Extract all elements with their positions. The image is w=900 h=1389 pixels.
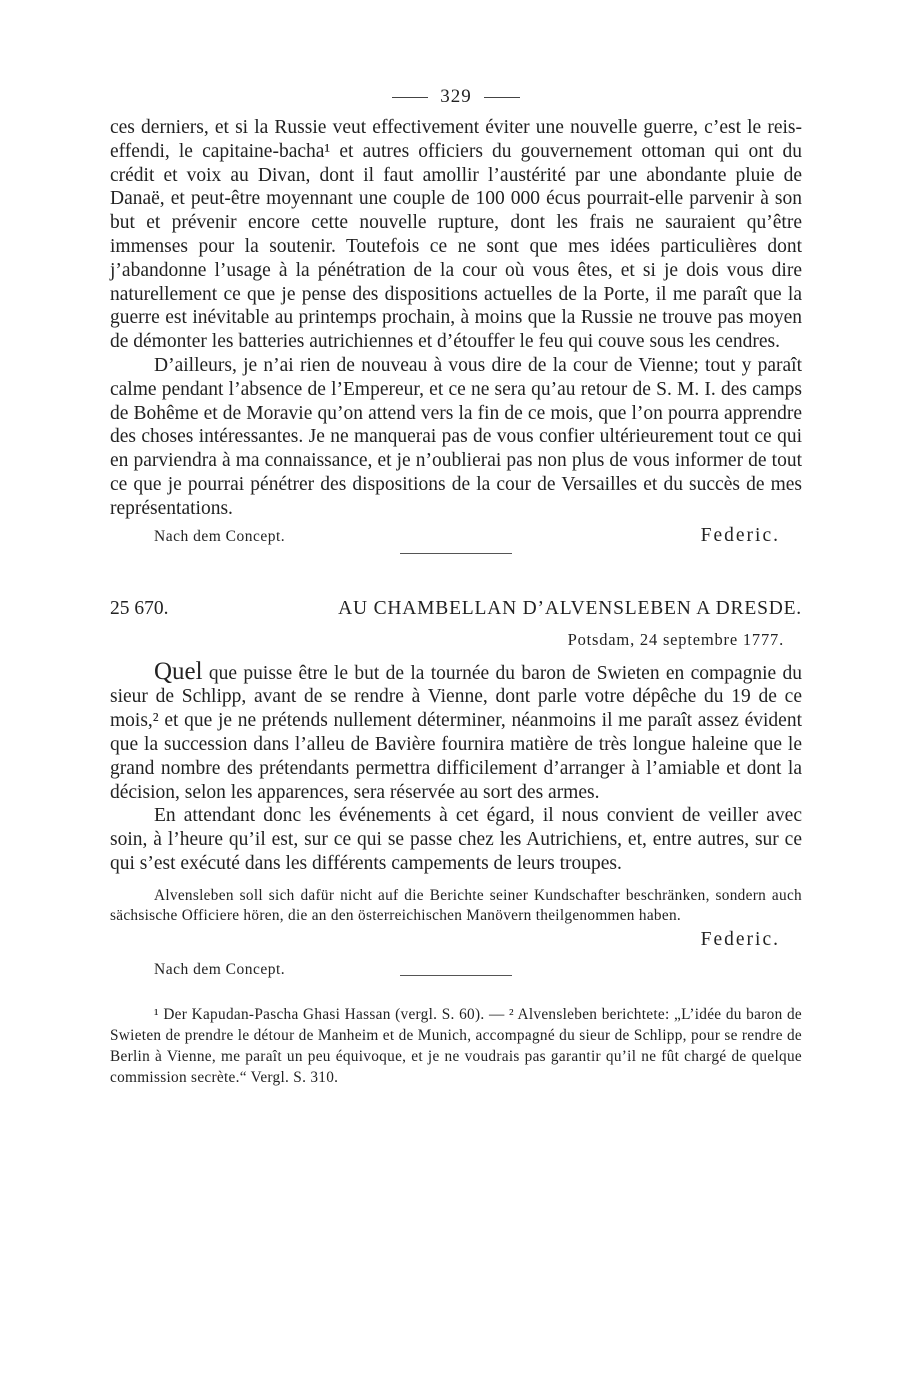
- header-dash-right: [484, 97, 520, 98]
- header-dash-left: [392, 97, 428, 98]
- separator-rule-2: [400, 975, 512, 976]
- page-number: 329: [440, 86, 472, 107]
- letter1-paragraph-2: D’ailleurs, je n’ai rien de nouveau à vous dire de la cour de Vienne; tout y paraît calme pendant l’absence de l’Empereur, et ce ne sera qu’au retour de S. M. I. des camps de Bohême et de Moravie qu’on attend vers la fin de ce mois, que l’on pourra apprendre des choses intéressantes. Je ne manquerai pas de vous confier ultérieurement tout ce qui en parviendra à ma connaissance, et je n’oublierai pas non plus de vous informer de tout ce que je pourrai pénétrer des dispositions de la cour de Versailles et du succès de mes représentations.: [110, 354, 802, 519]
- letter2-paragraph-1: [110, 657, 802, 805]
- footnotes: ¹ Der Kapudan-Pascha Ghasi Hassan (vergl. S. 60). — ² Alvensleben berichtete: „L’idée du baron de Swieten de prendre le détour de Manheim et de Munich, accompagné du sieur de Schlipp, pour se rendre de Berlin à Vienne, me paraît un peu équivoque, et je ne voudrais pas garantir qu’il ne fût chargé de quelque commission secrète.“ Vergl. S. 310.: [110, 1005, 802, 1086]
- letter2-first-word: Quel: [154, 657, 203, 685]
- letter1-closing: [110, 525, 802, 547]
- letter2-german-note: Alvensleben soll sich dafür nicht auf die Berichte seiner Kundschafter beschränken, sondern auch sächsische Officiere hören, die an den österreichischen Manövern theilgenommen haben.: [110, 886, 802, 925]
- letter2-signature: Federic.: [700, 928, 780, 950]
- page: [110, 86, 802, 1103]
- letter2-paragraph-2: En attendant donc les événements à cet égard, il nous convient de veiller avec soin, à l’heure qu’il est, sur ce qui se passe chez les Autrichiens, et, entre autres, sur ce qui s’est exécuté dans les différents campements de leurs troupes.: [110, 805, 802, 874]
- letter2-heading: [110, 598, 802, 620]
- letter2-paragraph-1-text: que puisse être le but de la tournée du baron de Swieten en compagnie du sieur de Schlipp, avant de se rendre à Vienne, dont parle votre dépêche du 19 de ce mois,² et que je ne prétends nullement déterminer, néanmoins il me paraît assez évident que la succession dans l’alleu de Bavière fournira matière de très longue haleine que le grand nombre des prétendants permettra difficilement d’arranger à l’amiable et dont la décision, selon les apparences, sera réservée au sort des armes.: [110, 662, 802, 803]
- letter2-number: 25 670.: [110, 597, 169, 619]
- letter1-paragraph-1: ces derniers, et si la Russie veut effectivement éviter une nouvelle guerre, c’est le reis-effendi, le capitaine-bacha¹ et autres officiers du gouvernement ottoman qui ont du crédit et voix au Divan, dont il faut amollir l’austérité par une abondante pluie de Danaë, et peut-être moyennant une couple de 100 000 écus pourrait-elle parvenir à son but et prévenir encore cette nouvelle rupture, dont les frais ne sauraient qu’être immenses pour la soutenir. Toutefois ce ne sont que mes idées particulières dont j’abandonne l’usage à la pénétration de la cour où vous êtes, et si je dois vous dire naturellement ce que je pense des dispositions actuelles de la Porte, il me paraît que la guerre est inévitable au printemps prochain, à moins que la Russie ne trouve pas moyen de démonter les batteries autrichiennes et d’étouffer le feu qui couve sous les cendres.: [110, 117, 802, 353]
- page-header: [110, 86, 802, 108]
- letter1-source-note: Nach dem Concept.: [154, 527, 286, 545]
- separator-rule-1: [400, 553, 512, 554]
- letter2-german-note-block: [110, 886, 802, 950]
- letter2-date: Potsdam, 24 septembre 1777.: [567, 629, 784, 649]
- letter1-signature: Federic.: [700, 524, 780, 546]
- letter2-title: AU CHAMBELLAN D’ALVENSLEBEN A DRESDE.: [338, 597, 802, 619]
- letter2-source-note: Nach dem Concept.: [154, 960, 286, 978]
